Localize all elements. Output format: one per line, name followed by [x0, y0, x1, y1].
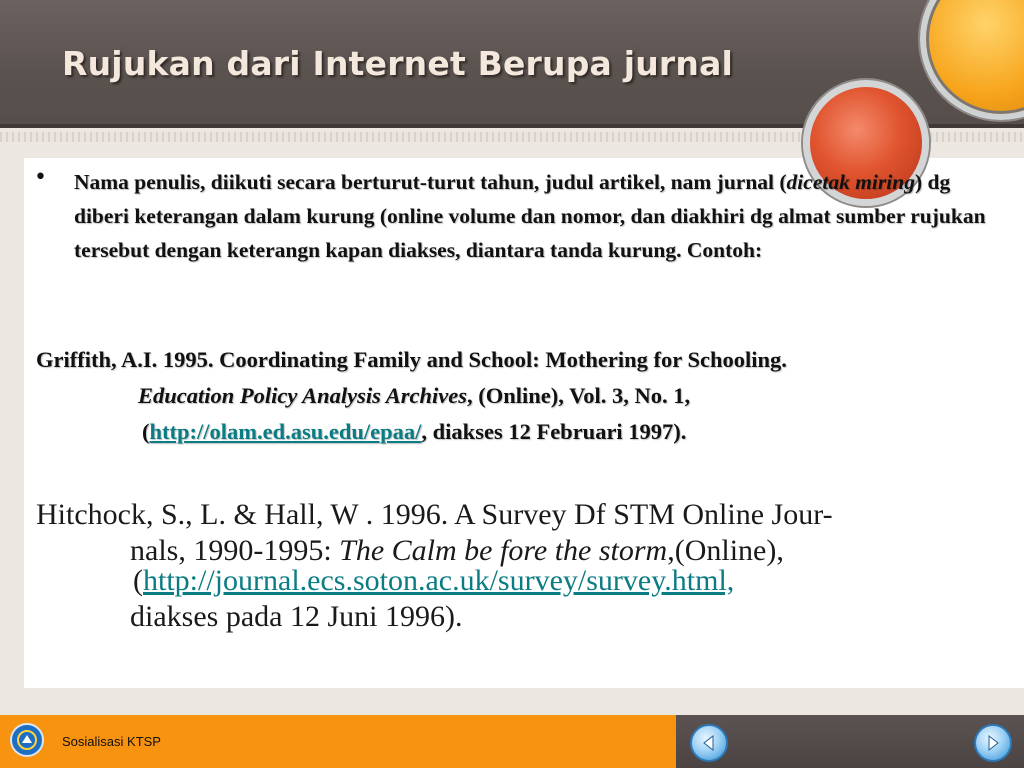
- reference-hitchock-paren: (: [133, 564, 143, 597]
- reference-hitchock-line3: [36, 563, 996, 599]
- reference-griffith-line3: [36, 414, 996, 450]
- reference-griffith-link[interactable]: http://olam.ed.asu.edu/epaa/: [149, 419, 422, 444]
- bullet-text: [74, 165, 1004, 267]
- reference-griffith-accessed: , diakses 12 Februari 1997).: [421, 419, 687, 444]
- slide-title: Rujukan dari Internet Berupa jurnal: [62, 44, 734, 83]
- reference-hitchock-online: ,(Online),: [667, 534, 784, 567]
- reference-griffith-line1: Griffith, A.I. 1995. Coordinating Family and School: Mothering for Schooling.: [36, 347, 787, 372]
- reference-hitchock-line2-start: nals, 1990-1995:: [130, 534, 340, 567]
- reference-hitchock-line1: Hitchock, S., L. & Hall, W . 1996. A Survey Df STM Online Jour-: [36, 498, 833, 531]
- reference-griffith-line2: [36, 378, 996, 414]
- bullet-text-part2: ) dg diberi keterangan dalam kurung (online volume dan nomor, dan diakhiri dg almat sumber rujukan tersebut dengan keterangn kapan diakses, diantara tanda kurung. Contoh:: [74, 170, 986, 262]
- bullet-text-italic: dicetak miring: [786, 170, 915, 194]
- reference-griffith-journal: Education Policy Analysis Archives: [138, 383, 467, 408]
- reference-griffith-volume: , (Online), Vol. 3, No. 1,: [466, 383, 691, 408]
- bullet-marker: •: [34, 165, 47, 190]
- footer-label: Sosialisasi KTSP: [62, 734, 161, 749]
- reference-hitchock-title: The Calm be fore the storm: [339, 534, 668, 567]
- reference-hitchock-link[interactable]: http://journal.ecs.soton.ac.uk/survey/survey.html,: [143, 564, 735, 597]
- ministry-logo-icon: [10, 723, 44, 757]
- footer-nav-area: [676, 715, 1024, 768]
- bullet-text-part1: Nama penulis, diikuti secara berturut-turut tahun, judul artikel, nam jurnal (: [74, 170, 787, 194]
- reference-griffith: [36, 342, 996, 450]
- reference-griffith-paren: (: [142, 419, 150, 444]
- previous-slide-button[interactable]: [690, 724, 728, 762]
- reference-hitchock: [36, 497, 996, 635]
- arrow-left-icon: [701, 735, 717, 751]
- next-slide-button[interactable]: [974, 724, 1012, 762]
- reference-hitchock-line4: diakses pada 12 Juni 1996).: [130, 600, 463, 633]
- arrow-right-icon: [985, 735, 1001, 751]
